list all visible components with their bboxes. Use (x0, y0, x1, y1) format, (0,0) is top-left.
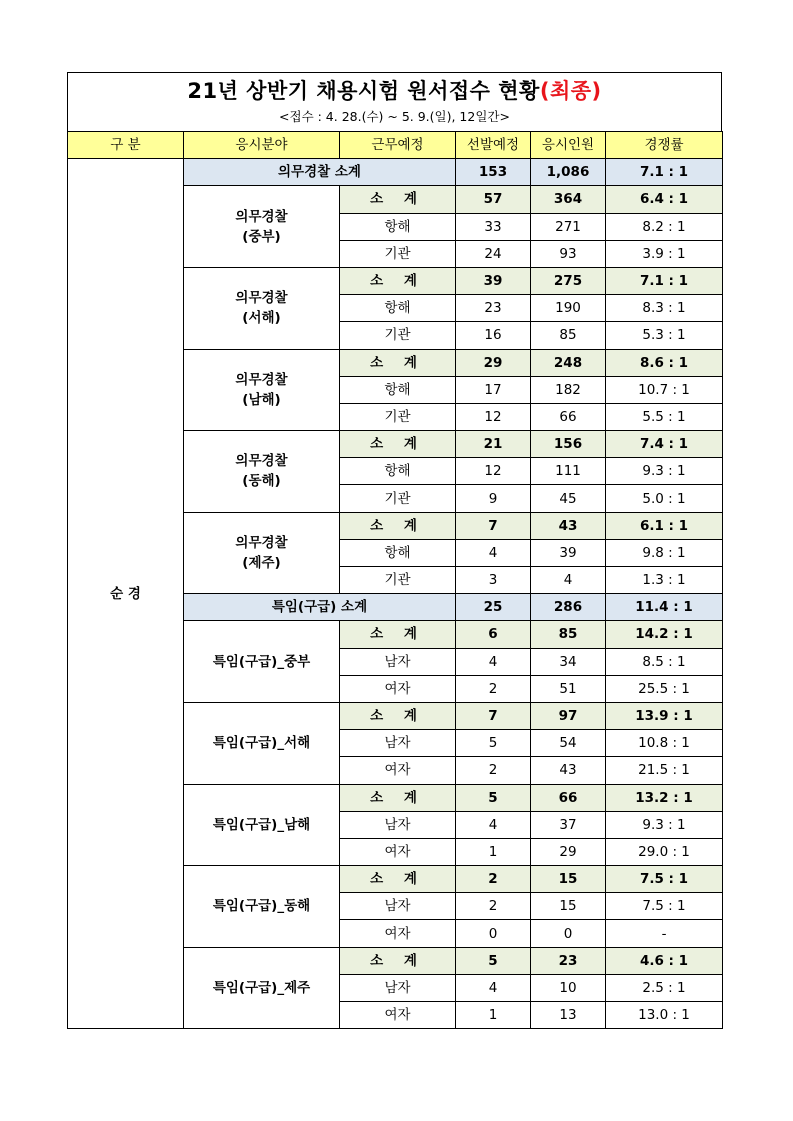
select-cell: 5 (456, 947, 531, 974)
work-cell: 기관 (340, 403, 456, 430)
select-cell: 2 (456, 866, 531, 893)
section-ratio: 11.4 : 1 (606, 594, 723, 621)
apply-cell: 4 (531, 567, 606, 594)
ratio-cell: 9.8 : 1 (606, 539, 723, 566)
select-cell: 16 (456, 322, 531, 349)
work-cell: 여자 (340, 675, 456, 702)
work-cell: 항해 (340, 539, 456, 566)
select-cell: 12 (456, 403, 531, 430)
select-cell: 5 (456, 730, 531, 757)
select-cell: 24 (456, 240, 531, 267)
select-cell: 23 (456, 295, 531, 322)
select-cell: 6 (456, 621, 531, 648)
ratio-cell: 3.9 : 1 (606, 240, 723, 267)
work-cell: 항해 (340, 213, 456, 240)
title-main: 21년 상반기 채용시험 원서접수 현황 (187, 79, 540, 103)
ratio-cell: 9.3 : 1 (606, 811, 723, 838)
group-name-cell (184, 621, 340, 703)
select-cell: 29 (456, 349, 531, 376)
apply-cell: 66 (531, 403, 606, 430)
header-cell-field: 응시분야 (184, 132, 340, 159)
group-name-line: 특임(구급)_남해 (212, 816, 311, 833)
table-body (68, 132, 723, 1029)
group-name-line: 의무경찰 (235, 534, 288, 551)
work-cell: 기관 (340, 485, 456, 512)
apply-cell: 182 (531, 376, 606, 403)
ratio-cell: 13.9 : 1 (606, 702, 723, 729)
work-cell: 소 계 (340, 621, 456, 648)
apply-cell: 15 (531, 866, 606, 893)
ratio-cell: 5.0 : 1 (606, 485, 723, 512)
select-cell: 39 (456, 267, 531, 294)
apply-cell: 23 (531, 947, 606, 974)
ratio-cell: 5.3 : 1 (606, 322, 723, 349)
group-name-cell (184, 431, 340, 513)
ratio-cell: - (606, 920, 723, 947)
apply-cell: 97 (531, 702, 606, 729)
select-cell: 2 (456, 757, 531, 784)
work-cell: 기관 (340, 240, 456, 267)
work-cell: 항해 (340, 295, 456, 322)
select-cell: 17 (456, 376, 531, 403)
ratio-cell: 6.4 : 1 (606, 186, 723, 213)
group-name-line: (동해) (242, 473, 281, 490)
page-subtitle: <접수 : 4. 28.(수) ~ 5. 9.(일), 12일간> (279, 109, 510, 124)
select-cell: 12 (456, 458, 531, 485)
work-cell: 항해 (340, 376, 456, 403)
apply-cell: 156 (531, 431, 606, 458)
apply-cell: 190 (531, 295, 606, 322)
apply-cell: 111 (531, 458, 606, 485)
select-cell: 2 (456, 675, 531, 702)
section-label: 특임(구급) 소계 (184, 594, 456, 621)
apply-cell: 66 (531, 784, 606, 811)
ratio-cell: 14.2 : 1 (606, 621, 723, 648)
header-cell-ratio: 경쟁률 (606, 132, 723, 159)
group-name-line: 특임(구급)_중부 (212, 653, 311, 670)
select-cell: 7 (456, 512, 531, 539)
apply-cell: 275 (531, 267, 606, 294)
apply-cell: 13 (531, 1002, 606, 1029)
group-name-line: 특임(구급)_제주 (212, 979, 311, 996)
work-cell: 소 계 (340, 349, 456, 376)
ratio-cell: 10.7 : 1 (606, 376, 723, 403)
work-cell: 소 계 (340, 431, 456, 458)
apply-cell: 364 (531, 186, 606, 213)
header-cell-select: 선발예정 (456, 132, 531, 159)
work-cell: 소 계 (340, 267, 456, 294)
section-ratio: 7.1 : 1 (606, 159, 723, 186)
apply-cell: 85 (531, 322, 606, 349)
select-cell: 9 (456, 485, 531, 512)
ratio-cell: 29.0 : 1 (606, 838, 723, 865)
apply-cell: 93 (531, 240, 606, 267)
work-cell: 남자 (340, 730, 456, 757)
ratio-cell: 1.3 : 1 (606, 567, 723, 594)
group-name-cell (184, 349, 340, 431)
group-name-line: (남해) (242, 391, 281, 408)
apply-cell: 271 (531, 213, 606, 240)
section-select: 25 (456, 594, 531, 621)
group-name-line: (제주) (242, 554, 281, 571)
select-cell: 21 (456, 431, 531, 458)
section-apply: 1,086 (531, 159, 606, 186)
select-cell: 57 (456, 186, 531, 213)
apply-cell: 248 (531, 349, 606, 376)
group-name-line: 의무경찰 (235, 371, 288, 388)
group-name-line: 의무경찰 (235, 208, 288, 225)
ratio-cell: 7.5 : 1 (606, 893, 723, 920)
ratio-cell: 6.1 : 1 (606, 512, 723, 539)
work-cell: 남자 (340, 811, 456, 838)
work-cell: 소 계 (340, 866, 456, 893)
header-cell-apply: 응시인원 (531, 132, 606, 159)
ratio-cell: 7.1 : 1 (606, 267, 723, 294)
ratio-cell: 7.4 : 1 (606, 431, 723, 458)
ratio-cell: 8.5 : 1 (606, 648, 723, 675)
page-title (68, 73, 721, 102)
title-box (67, 72, 722, 131)
work-cell: 소 계 (340, 947, 456, 974)
select-cell: 5 (456, 784, 531, 811)
section-apply: 286 (531, 594, 606, 621)
select-cell: 1 (456, 1002, 531, 1029)
apply-cell: 43 (531, 512, 606, 539)
select-cell: 3 (456, 567, 531, 594)
work-cell: 남자 (340, 893, 456, 920)
work-cell: 여자 (340, 757, 456, 784)
group-name-cell (184, 512, 340, 594)
work-cell: 기관 (340, 322, 456, 349)
select-cell: 0 (456, 920, 531, 947)
work-cell: 여자 (340, 838, 456, 865)
work-cell: 소 계 (340, 512, 456, 539)
header-cell-work: 근무예정 (340, 132, 456, 159)
group-name-line: 특임(구급)_서해 (212, 735, 311, 752)
section-subtotal-row (68, 159, 723, 186)
apply-cell: 34 (531, 648, 606, 675)
ratio-cell: 5.5 : 1 (606, 403, 723, 430)
apply-cell: 45 (531, 485, 606, 512)
header-cell-gubun: 구 분 (68, 132, 184, 159)
work-cell: 여자 (340, 920, 456, 947)
select-cell: 7 (456, 702, 531, 729)
select-cell: 4 (456, 539, 531, 566)
ratio-cell: 10.8 : 1 (606, 730, 723, 757)
ratio-cell: 8.2 : 1 (606, 213, 723, 240)
apply-cell: 51 (531, 675, 606, 702)
group-name-cell (184, 702, 340, 784)
work-cell: 항해 (340, 458, 456, 485)
select-cell: 2 (456, 893, 531, 920)
work-cell: 기관 (340, 567, 456, 594)
group-name-line: 특임(구급)_동해 (212, 898, 311, 915)
apply-cell: 43 (531, 757, 606, 784)
category-cell: 순 경 (68, 159, 184, 1029)
ratio-cell: 13.0 : 1 (606, 1002, 723, 1029)
section-label: 의무경찰 소계 (184, 159, 456, 186)
header-row (68, 132, 723, 159)
work-cell: 소 계 (340, 186, 456, 213)
ratio-cell: 7.5 : 1 (606, 866, 723, 893)
ratio-cell: 13.2 : 1 (606, 784, 723, 811)
group-name-line: 의무경찰 (235, 453, 288, 470)
group-name-line: 의무경찰 (235, 290, 288, 307)
select-cell: 1 (456, 838, 531, 865)
apply-cell: 85 (531, 621, 606, 648)
report-sheet (67, 72, 722, 1029)
work-cell: 소 계 (340, 784, 456, 811)
group-name-cell (184, 784, 340, 866)
apply-cell: 10 (531, 974, 606, 1001)
group-name-line: (서해) (242, 310, 281, 327)
group-name-cell (184, 186, 340, 268)
ratio-cell: 9.3 : 1 (606, 458, 723, 485)
select-cell: 4 (456, 974, 531, 1001)
section-select: 153 (456, 159, 531, 186)
select-cell: 4 (456, 811, 531, 838)
work-cell: 남자 (340, 974, 456, 1001)
work-cell: 소 계 (340, 702, 456, 729)
work-cell: 남자 (340, 648, 456, 675)
ratio-cell: 25.5 : 1 (606, 675, 723, 702)
apply-cell: 15 (531, 893, 606, 920)
work-cell: 여자 (340, 1002, 456, 1029)
ratio-cell: 21.5 : 1 (606, 757, 723, 784)
ratio-cell: 8.3 : 1 (606, 295, 723, 322)
ratio-cell: 8.6 : 1 (606, 349, 723, 376)
ratio-cell: 2.5 : 1 (606, 974, 723, 1001)
apply-cell: 37 (531, 811, 606, 838)
ratio-cell: 4.6 : 1 (606, 947, 723, 974)
group-name-line: (중부) (242, 228, 281, 245)
group-name-cell (184, 947, 340, 1029)
apply-cell: 39 (531, 539, 606, 566)
select-cell: 33 (456, 213, 531, 240)
recruitment-table (67, 131, 723, 1029)
apply-cell: 54 (531, 730, 606, 757)
title-highlight: (최종) (539, 79, 602, 103)
apply-cell: 0 (531, 920, 606, 947)
group-name-cell (184, 866, 340, 948)
group-name-cell (184, 267, 340, 349)
apply-cell: 29 (531, 838, 606, 865)
select-cell: 4 (456, 648, 531, 675)
